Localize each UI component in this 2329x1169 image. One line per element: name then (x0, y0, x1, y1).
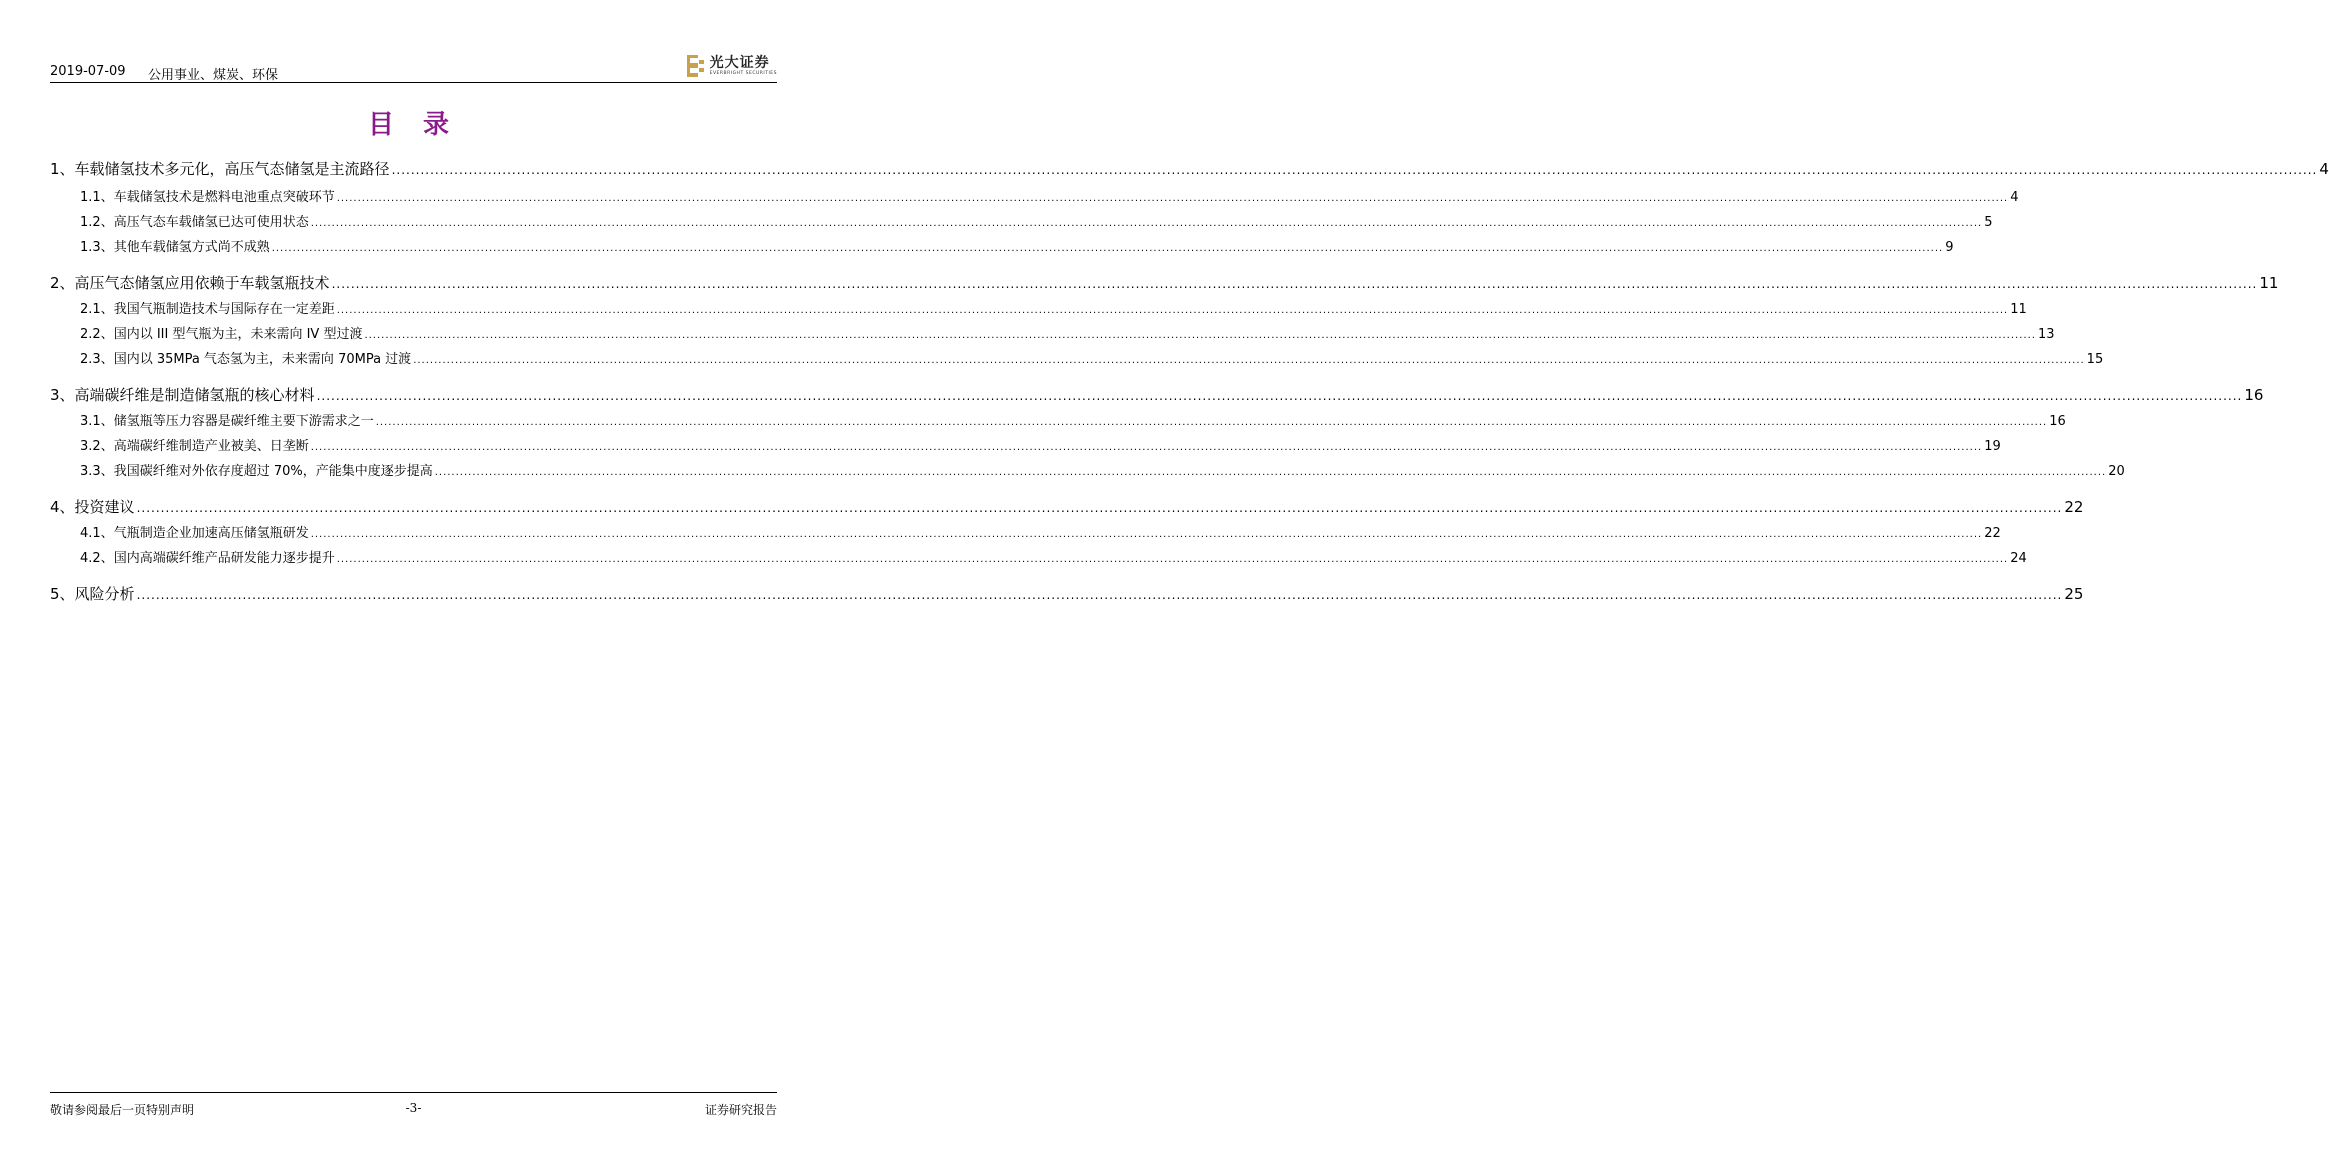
toc-entry-title: 高压气态车载储氢已达可使用状态 (113, 215, 309, 230)
toc-entry-number: 2、 (50, 274, 75, 292)
toc-entry-number: 5、 (50, 585, 75, 603)
toc-entry[interactable] (50, 384, 2264, 405)
toc-entry-title: 国内高端碳纤维产品研发能力逐步提升 (113, 551, 335, 566)
everbright-logo (686, 52, 777, 80)
toc-entry-page: 4 (2010, 190, 2019, 205)
toc-dot-leader: ................................................................................................................................................................................................................................................................................................................................................................................................................ (336, 193, 2009, 204)
toc-entry[interactable] (80, 435, 2001, 454)
toc-entry-number: 1.3、 (80, 240, 114, 255)
toc-entry-number: 3.1、 (80, 414, 114, 429)
toc-entry[interactable] (80, 410, 2066, 429)
toc-entry-number: 2.3、 (80, 352, 114, 367)
toc-dot-leader: ................................................................................................................................................................................................................................................................................................................................................................................................................ (310, 218, 1983, 229)
toc-entry-page: 24 (2010, 551, 2027, 566)
toc-entry[interactable] (80, 323, 2055, 342)
toc-entry-page: 9 (1945, 240, 1954, 255)
toc-entry[interactable] (80, 522, 2001, 541)
toc-entry[interactable] (80, 460, 2125, 479)
toc-dot-leader: ................................................................................................................................................................................................................................................................................................................................................................................................................ (336, 305, 2009, 316)
toc-dot-leader: ................................................................................................................................................................................................................................................................................................................................................................................................................ (364, 330, 2036, 341)
toc-entry-page: 15 (2086, 352, 2104, 367)
toc-entry-number: 1.2、 (80, 215, 114, 230)
toc-entry-page: 11 (2259, 274, 2279, 292)
toc-entry-title: 高端碳纤维是制造储氢瓶的核心材料 (74, 386, 315, 404)
toc-entry[interactable] (50, 583, 2084, 604)
toc-entry-title: 其他车载储氢方式尚不成熟 (113, 240, 270, 255)
toc-dot-leader: ................................................................................................................................................................................................................................................................................................................................................................................................................ (136, 501, 2063, 515)
toc-entry-title: 投资建议 (74, 498, 135, 516)
toc-entry-page: 13 (2037, 327, 2055, 342)
toc-entry[interactable] (80, 236, 1954, 255)
toc-entry-title: 高端碳纤维制造产业被美、日垄断 (113, 439, 309, 454)
toc-entry-number: 4、 (50, 498, 75, 516)
toc-entry[interactable] (80, 547, 2027, 566)
toc-dot-leader: ................................................................................................................................................................................................................................................................................................................................................................................................................ (316, 389, 2243, 403)
toc-entry-page: 19 (1984, 439, 2001, 454)
toc-entry[interactable] (80, 298, 2027, 317)
toc-dot-leader: ................................................................................................................................................................................................................................................................................................................................................................................................................ (413, 355, 2085, 366)
toc-dot-leader: ................................................................................................................................................................................................................................................................................................................................................................................................................ (310, 529, 1983, 540)
report-date: 2019-07-09 (50, 64, 126, 79)
toc-dot-leader: ................................................................................................................................................................................................................................................................................................................................................................................................................ (271, 243, 1944, 254)
toc-entry-page: 22 (1984, 526, 2001, 541)
toc-entry-title: 气瓶制造企业加速高压储氢瓶研发 (113, 526, 309, 541)
toc-entry-page: 22 (2064, 498, 2084, 516)
toc-entry[interactable] (80, 186, 2019, 205)
toc-entry-number: 4.2、 (80, 551, 114, 566)
toc-entry-title: 我国碳纤维对外依存度超过 70%，产能集中度逐步提高 (113, 464, 433, 479)
toc-entry-page: 4 (2319, 160, 2329, 178)
toc-entry[interactable] (80, 348, 2104, 367)
page-number: -3- (405, 1101, 422, 1115)
toc-entry-title: 风险分析 (74, 585, 135, 603)
disclaimer-note: 敬请参阅最后一页特别声明 (50, 1103, 195, 1117)
toc-dot-leader: ................................................................................................................................................................................................................................................................................................................................................................................................................ (375, 417, 2048, 428)
toc-entry-title: 储氢瓶等压力容器是碳纤维主要下游需求之一 (113, 414, 374, 429)
toc-entry-page: 5 (1984, 215, 1993, 230)
toc-entry-number: 3.2、 (80, 439, 114, 454)
toc-dot-leader: ................................................................................................................................................................................................................................................................................................................................................................................................................ (331, 277, 2258, 291)
toc-entry-number: 2.1、 (80, 302, 114, 317)
toc-entry-number: 4.1、 (80, 526, 114, 541)
toc-entry-title: 国内以 III 型气瓶为主，未来需向 IV 型过渡 (113, 327, 363, 342)
toc-entry-page: 16 (2244, 386, 2264, 404)
toc-dot-leader: ................................................................................................................................................................................................................................................................................................................................................................................................................ (136, 588, 2063, 602)
toc-entry-page: 11 (2010, 302, 2027, 317)
toc-entry[interactable] (50, 158, 2329, 179)
toc-entry-title: 国内以 35MPa 气态氢为主，未来需向 70MPa 过渡 (113, 352, 412, 367)
report-sector: 公用事业、煤炭、环保 (148, 68, 279, 83)
toc-dot-leader: ................................................................................................................................................................................................................................................................................................................................................................................................................ (434, 467, 2107, 478)
toc-entry-number: 3.3、 (80, 464, 114, 479)
toc-entry-number: 3、 (50, 386, 75, 404)
toc-dot-leader: ................................................................................................................................................................................................................................................................................................................................................................................................................ (391, 163, 2318, 177)
toc-title: 目 录 (367, 110, 460, 140)
toc-dot-leader: ................................................................................................................................................................................................................................................................................................................................................................................................................ (310, 442, 1983, 453)
report-type: 证券研究报告 (704, 1103, 777, 1117)
toc-dot-leader: ................................................................................................................................................................................................................................................................................................................................................................................................................ (336, 554, 2009, 565)
toc-entry[interactable] (50, 496, 2084, 517)
logo-chinese-text: 光大证券 (709, 54, 770, 71)
toc-entry[interactable] (50, 272, 2279, 293)
toc-entry-number: 1.1、 (80, 190, 114, 205)
everbright-logo-icon (686, 54, 706, 78)
page-footer (50, 1092, 777, 1123)
toc-entry[interactable] (80, 211, 1993, 230)
toc-entry-title: 车载储氢技术多元化，高压气态储氢是主流路径 (74, 160, 390, 178)
logo-english-text: EVERBRIGHT SECURITIES (709, 70, 777, 76)
toc-entry-page: 16 (2049, 414, 2066, 429)
toc-entry-title: 车载储氢技术是燃料电池重点突破环节 (113, 190, 335, 205)
toc-entry-title: 我国气瓶制造技术与国际存在一定差距 (113, 302, 335, 317)
toc-entry-number: 2.2、 (80, 327, 114, 342)
toc-entry-number: 1、 (50, 160, 75, 178)
toc-entry-title: 高压气态储氢应用依赖于车载氢瓶技术 (74, 274, 330, 292)
toc-entry-page: 20 (2108, 464, 2125, 479)
page-header (50, 54, 777, 83)
toc-entry-page: 25 (2064, 585, 2084, 603)
